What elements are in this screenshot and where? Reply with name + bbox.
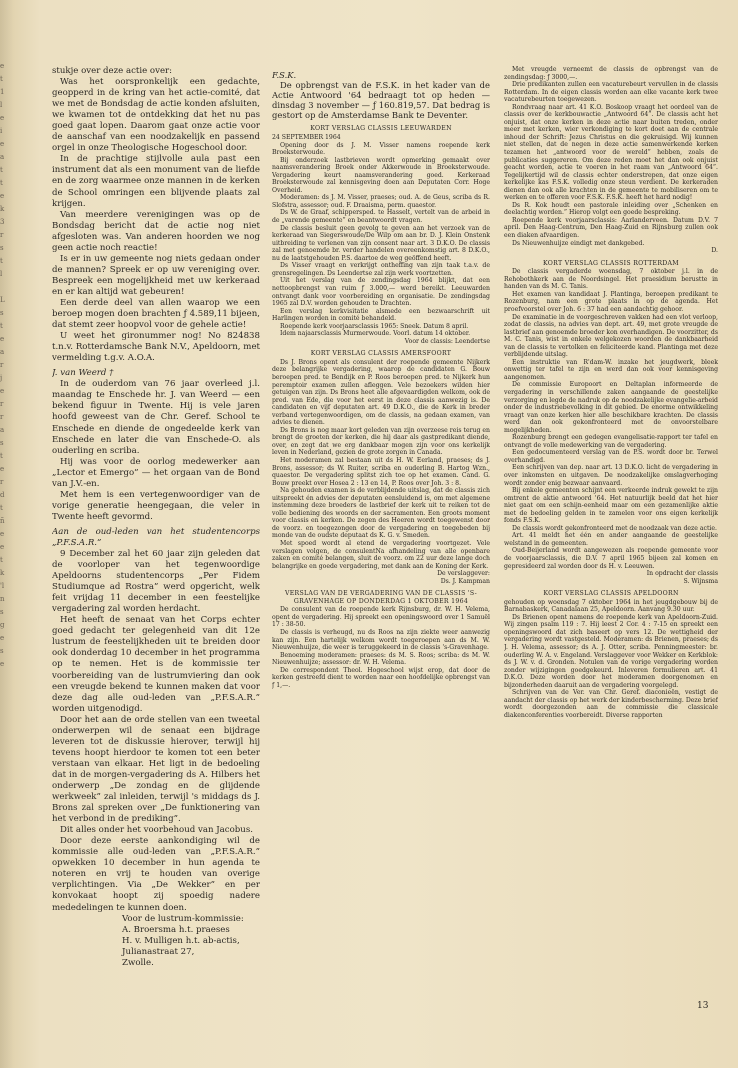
article-paragraph: A. Broersma h.t. praeses bbox=[122, 924, 230, 935]
article-paragraph: Schrijven van de Ver. van Chr. Geref. diaconieën, vestigt de aandacht der classis op het werk der kinderbescherming. Deze brief wordt doorgezonden aan de commissie die classicale diakenconferenties voorbereidt. Diverse rapporten bbox=[504, 689, 718, 719]
article-paragraph: In de prachtige stijlvolle aula past een instrument dat als een monument van de liefde en de zorg waarmee onze mannen in de kerken de School omringen een blijvende plaats zal krijgen. bbox=[52, 154, 260, 209]
page-number: 13 bbox=[697, 1001, 709, 1011]
article-paragraph: De consulent van de roepende kerk Rijnsburg, dr. W. H. Velema, opent de vergadering. Hij spreekt een openingswoord over 1 Samuël 17 : 38-50. bbox=[272, 606, 490, 629]
left-margin-bleed-text bbox=[0, 60, 12, 1040]
section-heading: KORT VERSLAG CLASSIS LEEUWARDEN bbox=[310, 125, 452, 133]
article-paragraph: Een verslag kerkvisitatie alsmede een bezwaarschrift uit Harlingen worden in comité behandeld. bbox=[272, 307, 490, 323]
article-paragraph: H. v. Mulligen h.t. ab-actis, bbox=[122, 935, 240, 946]
article-paragraph: Hij was voor de oorlog medewerker aan „Lector et Emergo” — het orgaan van de Bond van J.V.-en. bbox=[52, 456, 260, 489]
article-paragraph: F.S.K. bbox=[272, 70, 297, 80]
article-paragraph: De classis besluit geen gevolg te geven aan het verzoek van de kerkeraad van Siegerswoude/De Wilp om aan br. D. J. Klein Onstenk uitbreiding te verlenen van zijn consent naar art. 3 D.K.O. De classis zal met genoemde br. verder handelen overeenkomstig art. 8 D.K.O., nu de laatstgehouden P.S. daartoe de weg geöffend heeft. bbox=[272, 224, 490, 262]
article-paragraph: S. Wijnsma bbox=[683, 577, 718, 585]
article-paragraph: In de ouderdom van 76 jaar overleed j.l. maandag te Enschede hr. J. van Weerd — een bekend figuur in Twente. Hij is vele jaren hoofd geweest van de Chr. Geref. School te Enschede en diende de ongedeelde kerk van Enschede en later die van Enschede-O. als ouderling en scriba. bbox=[52, 379, 260, 456]
margin-fragment: t bbox=[0, 452, 3, 460]
section-heading: KORT VERSLAG CLASSIS ROTTERDAM bbox=[543, 259, 679, 267]
margin-fragment: r bbox=[0, 231, 4, 239]
margin-fragment: e bbox=[0, 62, 5, 70]
article-paragraph: Van meerdere verenigingen was op de Bondsdag bericht dat de actie nog niet afgesloten was. Van anderen hoorden we nog geen actie noch reactie! bbox=[52, 209, 260, 253]
article-paragraph: Voor de lustrum-kommissie: bbox=[122, 913, 244, 924]
article-paragraph: Een derde deel van allen waarop we een beroep mogen doen brachten ƒ 4.589,11 bijeen, dat stemt zeer hoopvol voor de gehele actie! bbox=[52, 297, 260, 331]
margin-fragment: t bbox=[0, 166, 3, 174]
margin-fragment: a bbox=[0, 153, 5, 161]
margin-fragment: e bbox=[0, 660, 5, 668]
article-paragraph: Roepende kerk voorjaarsclassis 1965: Sneek. Datum 8 april. bbox=[280, 322, 469, 330]
margin-fragment: t bbox=[0, 504, 3, 512]
article-paragraph: Ds W. de Graaf, schippersped. te Hasselt, vertelt van de arbeid in de „varende gemeente” en beantwoordt vragen. bbox=[272, 209, 490, 225]
margin-fragment: i bbox=[0, 127, 3, 135]
article-paragraph: Aan de oud-leden van het studentencorps „P.F.S.A.R.” bbox=[52, 526, 260, 548]
article-paragraph: De commissie Europoort en Deltaplan informeerde de vergadering in verschillende zaken aangaande de geestelijke verzorging en legde de nadruk op de noodzakelijke evangelie-arbeid onder de industriebevolking in dit gebied. De enorme ontwikkeling vraagt van onze kerken hier alle beschikbare krachten. De classis werd dan ook gekonfronteerd met de onvoorstelbare mogelijkheden. bbox=[504, 381, 718, 434]
article-paragraph: Opening door ds J. M. Visser namens roepende kerk Broeksterwoude. bbox=[272, 141, 490, 157]
margin-fragment: e bbox=[0, 543, 5, 551]
article-paragraph: Ds. J. Kampman bbox=[440, 577, 490, 585]
margin-fragment: t bbox=[0, 75, 3, 83]
section-heading: VERSLAG VAN DE VERGADERING VAN DE CLASSIS 'S-GRAVENHAGE OP DONDERDAG 1 OKTOBER 1964 bbox=[284, 590, 478, 605]
margin-fragment: s bbox=[0, 647, 4, 655]
article-paragraph: D. bbox=[711, 247, 718, 255]
article-paragraph: Drie predikanten zullen een vacaturebeurt vervullen in de classis Rotterdam. In de eigen classis worden aan elke vacante kerk twee vacaturebeurten toegewezen. bbox=[504, 81, 718, 104]
article-paragraph: Zwolle. bbox=[122, 957, 154, 968]
article-paragraph: Rondvraag naar art. 41 K.O. Boskoop vraagt het oordeel van de classis over de kerkbouwactie „Antwoord 64”. De classis acht het onjuist, dat onze kerken in deze actie naar buiten treden, onder meer met kerken, wier verkondiging te kort doet aan de centrale inhoud der Schrift: Jezus Christus en die gekruisigd. Wij kunnen niet stellen, dat de negen in deze actie samenwerkende kerken tezamen het „antwoord voor de wereld” hebben, zoals de publicaties suggereren. Om deze reden moet het dan ook onjuist geacht worden, actie te voeren in het raam van „Antwoord 64”. Tegelijkertijd wil de classis echter onderstrepen, dat onze eigen kerkelijke kas F.S.K. volledig onze steun verdient. De kerkeraden dienen dan ook alle krachten in de gemeente te mobiliseren om te werken en te offeren voor F.S.K. F.S.K. heeft het hard nodig! bbox=[504, 103, 718, 202]
margin-fragment: ñ bbox=[0, 517, 5, 525]
margin-fragment: s bbox=[0, 608, 4, 616]
margin-fragment: a bbox=[0, 348, 5, 356]
margin-fragment: t bbox=[0, 257, 3, 265]
article-paragraph: Het heeft de senaat van het Corps echter goed gedacht ter gelegenheid van dit 12e lustrum de feestelijkheden uit te breiden door ook donderdag 10 december in het programma op te nemen. Het is de kommissie ter voorbereiding van de lustrumviering dan ook een vreugde bekend te kunnen maken dat voor deze dag alle oud-leden van „P.F.S.A.R.” worden uitgenodigd. bbox=[52, 615, 260, 714]
margin-fragment: t bbox=[0, 556, 3, 564]
article-paragraph: Oud-Beijerland wordt aangewezen als roepende gemeente voor de voorjaarsclassis, die D.V. 7 april 1965 bijeen zal komen en gepresideerd zal worden door ds H. v. Leeuwen. bbox=[504, 547, 718, 570]
article-paragraph: Uit het verslag van de zendingsdag 1964 blijkt, dat een nettoopbrengst van ruim ƒ 3.000,— werd bereikt. Leeuwarden ontvangt dank voor voorbereiding en organisatie. De zendingsdag 1965 zal D.V. worden gehouden te Drachten. bbox=[272, 277, 490, 308]
article-paragraph: Art. 41 meldt het één en ander aangaande de geestelijke welstand in de gemeenten. bbox=[504, 532, 718, 547]
margin-fragment: l bbox=[0, 270, 3, 278]
section-heading: KORT VERSLAG CLASSIS AMERSFOORT bbox=[310, 350, 452, 358]
margin-fragment: r bbox=[0, 413, 4, 421]
article-paragraph: De verslaggever: bbox=[437, 570, 490, 578]
margin-fragment: r bbox=[0, 361, 4, 369]
margin-fragment: 'l bbox=[0, 582, 5, 590]
article-paragraph: Een instruktie van R'dam-W. inzake het jeugdwerk, bleek onwettig ter tafel te zijn en werd dan ook voor kennisgeving aangenomen. bbox=[504, 358, 718, 381]
margin-fragment: e bbox=[0, 634, 5, 642]
margin-fragment: e bbox=[0, 192, 5, 200]
article-paragraph: Was het oorspronkelijk een gedachte, geopperd in de kring van het actie-comité, dat we met de Bondsdag de actie konden afsluiten, we kwamen tot de ontdekking dat het nu pas goed gaat lopen. Daarom gaat onze actie voor de aanschaf van een noodzakelijk en passend orgel in onze Theologische Hogeschool door. bbox=[52, 77, 260, 154]
column-right bbox=[504, 66, 718, 719]
article-paragraph: Een gedocumenteerd verslag van de P.S. wordt door br. Terwel overhandigd. bbox=[504, 449, 718, 464]
article-paragraph: 24 SEPTEMBER 1964 bbox=[272, 134, 341, 142]
article-paragraph: Met spoed wordt al etend de vergadering voortgezet. Vele verslagen volgen, de consulentNa afhandeling van alle openbare zaken en comité belangen, sluit de voorz. om 22 uur deze lange doch belangrijke en goede vergadering, met dank aan de Koning der Kerk. bbox=[272, 540, 490, 570]
article-paragraph: gehouden op woensdag 7 oktober 1964 in het jeugdgebouw bij de Barnabaskerk, Canadalaan 25, Apeldoorn. Aanvang 9.30 uur. bbox=[504, 598, 718, 614]
margin-fragment: r bbox=[0, 478, 4, 486]
article-paragraph: Ds Brienen opent namens de roepende kerk van Apeldoorn-Zuid. Wij zingen psalm 119 : 7. Hij leest 2 Cor. 4 : 7-15 en spreekt een openingswoord dat zich baseert op vers 12. De wettigheid der vergadering wordt vastgesteld. Moderamen: ds Brienen, praeses; ds J. H. Velema, assessor; ds A. J. Otter, scriba. Penningmeester: br. ouderling W. A. v. Engeland. Verslaggever voor Wekker en Kerkblok: ds J. W. v. d. Gronden. Notulen van de vorige vergadering worden zonder wijzigingen goedgekeurd. Inleveren formulieren art. 41 D.K.O. Deze worden door het moderamen doorgenomen en bijzonderheden daaruit aan de vergadering voorgelegd. bbox=[504, 613, 718, 689]
column-left bbox=[52, 66, 260, 969]
article-paragraph: Met vreugde verneemt de classis de opbrengst van de zendingsdag: ƒ 3000,—. bbox=[504, 66, 718, 81]
section-heading: KORT VERSLAG CLASSIS APELDOORN bbox=[543, 590, 679, 598]
article-paragraph: U weet het gironummer nog! No 824838 t.n.v. Rotterdamsche Bank N.V., Apeldoorn, met vermelding t.g.v. A.O.A. bbox=[52, 331, 260, 364]
margin-fragment: e bbox=[0, 387, 5, 395]
margin-fragment: r bbox=[0, 400, 4, 408]
margin-fragment bbox=[0, 281, 12, 294]
article-paragraph: Het moderamen zal bestaan uit ds H. W. Eerland, praeses; ds J. Brons, assessor; ds W. Ruiter, scriba en ouderling B. Hartog Wzn., quaestor. De vergadering splitst zich toe op het examen. Cand. G. Bouw preekt over Hosea 2 : 13 en 14, P. Roos over Joh. 3 : 8. bbox=[272, 456, 490, 487]
article-paragraph: 9 December zal het 60 jaar zijn geleden dat de voorloper van het tegenwoordige Apeldoorns studentencorps „Per Fidem Studiumque ad Rostra” werd opgericht, welk feit vrijdag 11 december in een feestelijke vergadering zal worden herdacht. bbox=[52, 549, 260, 615]
margin-fragment: d bbox=[0, 491, 5, 499]
article-paragraph: Ds Brons is nog maar kort geleden van zijn overzeese reis terug en brengt de groeten der kerken, die hij daar als gastpredikant diende, over, en zegt dat we erg dankbaar mogen zijn voor ons kerkelijk leven in Nederland, gezien de grote zorgen in Canada. bbox=[272, 426, 490, 457]
article-paragraph: Door het aan de orde stellen van een tweetal onderwerpen wil de senaat een bijdrage leveren tot de diskussie hierover, terwijl hij tevens hoopt hierdoor te komen tot een beter verstaan van elkaar. Het ligt in de bedoeling dat in de morgen-vergadering ds A. Hilbers het onderwerp „De zondag en de glijdende werkweek” zal inleiden, terwijl 's middags ds J. Brons zal spreken over „De funktionering van het verbond in de prediking”. bbox=[52, 714, 260, 825]
article-paragraph: Julianastraat 27, bbox=[122, 946, 195, 957]
margin-fragment: 3 bbox=[0, 218, 5, 226]
article-paragraph: Benoeming moderamen: praeses: ds M. S. Roos; scriba: ds M. W. Nieuwenhuijze; assessor: dr. W. H. Velema. bbox=[272, 651, 490, 667]
article-paragraph: Moderamen: ds J. M. Visser, praeses; oud. A. de Geus, scriba ds R. Slofstra, assessor; oud. F. Draaisma, perm. quaestor. bbox=[272, 194, 490, 209]
article-paragraph: Dit alles onder het voorbehoud van Jacobus. bbox=[60, 825, 253, 836]
article-paragraph: J. van Weerd † bbox=[52, 368, 114, 379]
article-paragraph: In opdracht der classis bbox=[646, 570, 718, 578]
article-paragraph: Bij enkele gemeenten schijnt een verkeerde indruk gewekt te zijn omtrent de aktie antwoord '64. Het natuurlijk beeld dat het hier niet gaat om een schijn-eenheid maar om een gezamenlijke aktie met de bedoeling gelden in te zamelen voor ons eigen kerkelijk fonds F.S.K. bbox=[504, 487, 718, 525]
column-middle bbox=[272, 66, 490, 689]
article-paragraph: Is er in uw gemeente nog niets gedaan onder de mannen? Spreek er op uw vereniging over. Bespreek een mogelijkheid met uw kerkeraad en er kan altijd wat gebeuren! bbox=[52, 253, 260, 297]
margin-fragment: e bbox=[0, 335, 5, 343]
article-paragraph: Ds Visser vraagt en verkrijgt ontheffing van zijn taak t.a.v. de grensregelingen. Ds Leendertse zal zijn werk voortzetten. bbox=[272, 262, 490, 277]
margin-fragment: g bbox=[0, 621, 5, 629]
article-paragraph: Ds J. Brons opent als consulent der roepende gemeente Nijkerk deze belangrijke vergadering, waarop de candidaten G. Bouw beroepen pred. te Bendijk en P. Roos beroepen pred. te Nijkerk hun peremptoir examen zullen afleggen. Vele bezoekers wilden hier getuigen van zijn. Ds Brons heet alle afgevaardigden welkom, ook de pred. van Ede, die voor het eerst in deze classis aanwezig is. De candidaten en vijf deputaten art. 49 D.K.O., die de Kerk in breder verband vertegenwoordigen, om de classis, na gedaan examen, van advies te dienen. bbox=[272, 358, 490, 427]
article-paragraph: Na gehouden examen is de verblijdende uitslag, dat de classis zich uitspreekt én advies der deputaten eensluidend is, om met algemene instemming deze broeders de lastbrief der kerk uit te reiken tot de volle bediening des woords en der sacramenten. Een groots moment voor classis en kerken. De zegen des Heeren wordt toegewenst door de voorz. en toegezongen door de vergadering en toegebeden bij monde van de oudste deputaat ds K. G. v. Smeden. bbox=[272, 487, 490, 540]
margin-fragment: t bbox=[0, 179, 3, 187]
margin-fragment: s bbox=[0, 244, 4, 252]
article-paragraph: Idem najaarsclassis Murmerwoude. Voorl. datum 14 oktober. bbox=[280, 330, 471, 338]
article-paragraph: Ds Nieuwenhuijze eindigt met dankgebed. bbox=[512, 239, 645, 247]
article-paragraph: De classis wordt gekonfronteerd met de noodzaak van deze actie. bbox=[512, 524, 717, 532]
article-paragraph: Roepende kerk voorjaarsclassis: Aarlanderveen. Datum D.V. 7 april. Den Haag-Centrum, Den Haag-Zuid en Rijnsburg zullen ook een diaken afvaardigen. bbox=[504, 216, 718, 240]
article-paragraph: Met hem is een vertegenwoordiger van de vorige generatie heengegaan, die veler in Twente heeft gevormd. bbox=[52, 489, 260, 522]
margin-fragment: e bbox=[0, 114, 5, 122]
margin-fragment: a bbox=[0, 426, 5, 434]
article-paragraph: stukje over deze actie over: bbox=[52, 66, 173, 76]
margin-fragment: e bbox=[0, 140, 5, 148]
margin-fragment: s bbox=[0, 439, 4, 447]
article-paragraph: De opbrengst van de F.S.K. in het kader van de Actie Antwoord '64 bedraagt tot op heden — dinsdag 3 november — ƒ 160.819,57. Dat bedrag is gestort op de Amsterdamse Bank te Deventer. bbox=[272, 80, 490, 121]
article-paragraph: De examinatie in de voorgeschreven vakken had een vlot verloop, zodat de classis, na advies van dept. art. 49, met grote vreugde de lastbrief aan genoemde broeder kon overhandigen. De voorzitter, ds M. C. Tanis, wist in enkele welgekozen woorden de dankbaarheid van de classis te vertolken en feliciteerde kand. Plantinga met deze verblijdende uitslag. bbox=[504, 313, 718, 359]
margin-fragment: 1 bbox=[0, 88, 5, 96]
margin-fragment: l bbox=[0, 101, 3, 109]
article-paragraph: De correspondent Theol. Hogeschool wijst erop, dat door de kerken gestreefd dient te worden naar een hoofdelijke opbrengst van ƒ 1,—. bbox=[272, 666, 490, 689]
article-paragraph: Bij onderzoek lastbrieven wordt opmerking gemaakt over naamsverandering Broek onder Akkerwoude in Broeksterwoude. Vergadering keurt naamsverandering goed. Kerkeraad Broeksterwoude zal kennisgeving doen aan Deputaten Corr. Hoge Overheid. bbox=[272, 156, 490, 194]
article-paragraph: De classis vergaderde woensdag, 7 oktober j.l. in de Rehobothkerk aan de Noordsingel. Het praesidium berustte in handen van ds M. C. Tanis. bbox=[504, 268, 718, 291]
article-paragraph: Voor de classis: Leendertse bbox=[404, 337, 490, 345]
article-paragraph: Ds R. Kok houdt een pastorale inleiding over „Schenken en deelachtig worden.” Hierop volgt een goede bespreking. bbox=[504, 201, 718, 217]
article-paragraph: Een schrijven van dep. naar art. 13 D.K.O. licht de vergadering in over inkomsten en uitgaven. De noodzakelijke omslagverhoging wordt zonder enig bezwaar aanvaard. bbox=[504, 464, 718, 487]
margin-fragment: e bbox=[0, 465, 5, 473]
margin-fragment: L bbox=[0, 296, 5, 304]
margin-fragment: t bbox=[0, 322, 3, 330]
margin-fragment: k bbox=[0, 569, 5, 577]
article-paragraph: De classis is verheugd, nu ds Roos na zijn ziekte weer aanwezig kan zijn. Een hartelijk welkom wordt toegeroepen aan ds M. W. Nieuwenhuijze, die weer is teruggekeerd in de classis 's-Gravenhage. bbox=[272, 629, 490, 652]
article-paragraph: Het examen van kandidaat J. Plantinga, beroepen predikant te Rozenburg, nam een grote plaats in op de agenda. Het proefvoorstel over Joh. 6 : 37 had een aandachtig gehoor. bbox=[504, 290, 718, 313]
article-paragraph: Door deze eerste aankondiging wil de kommissie alle oud-leden van „P.F.S.A.R.” opwekken 10 december in hun agenda te noteren en vrij te houden van overige verplichtingen. Via „De Wekker” en per konvokaat hoopt zij spoedig nadere mededelingen te kunnen doen. bbox=[52, 836, 260, 913]
margin-fragment: j bbox=[0, 374, 3, 382]
article-paragraph: Rozenburg brengt een gedegen evangelisatie-rapport ter tafel en ontvangt de volle medewerking van de vergadering. bbox=[504, 434, 718, 449]
margin-fragment: s bbox=[0, 309, 4, 317]
margin-fragment: e bbox=[0, 530, 5, 538]
margin-fragment: k bbox=[0, 205, 5, 213]
margin-fragment: n bbox=[0, 595, 5, 603]
